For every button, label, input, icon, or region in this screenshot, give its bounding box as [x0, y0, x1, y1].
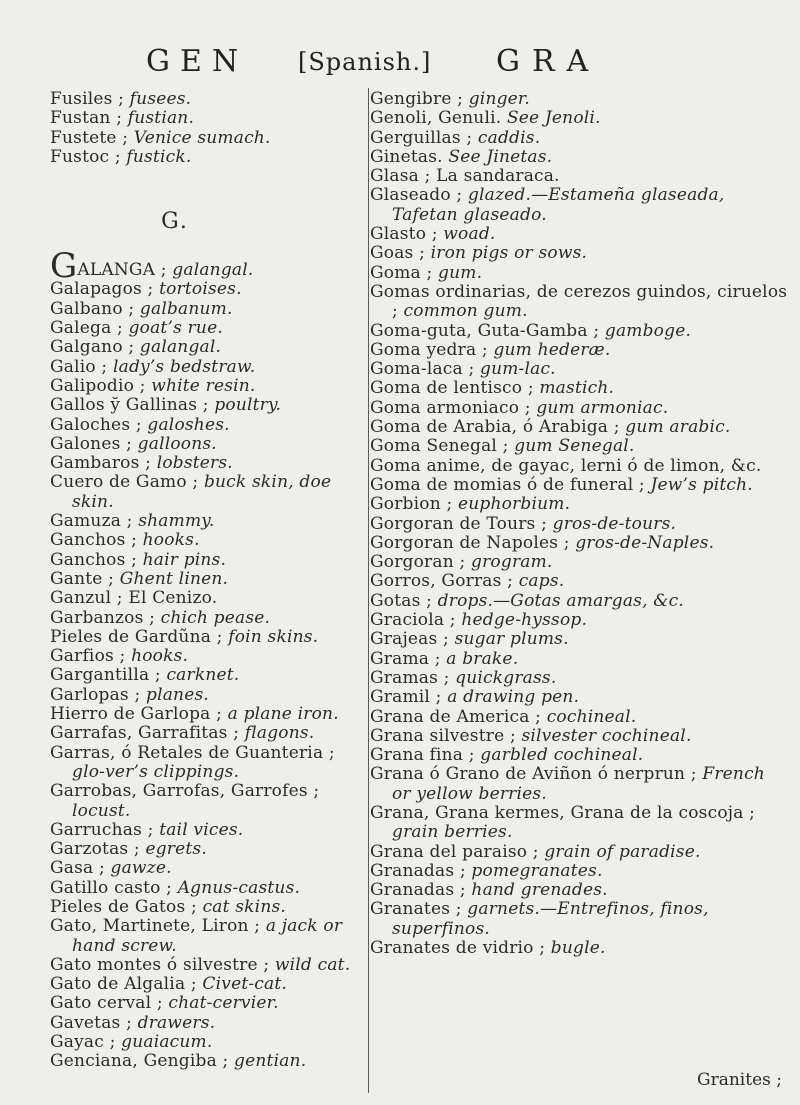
right-column [370, 90, 788, 958]
entry-translation: bugle. [550, 938, 606, 959]
entry-translation: Civet-cat. [202, 974, 287, 995]
dictionary-entry [370, 515, 788, 534]
entry-translation: white resin. [151, 375, 256, 396]
entry-translation: gros-de-tours. [552, 513, 677, 534]
entry-headword: Galgano ; [50, 337, 135, 358]
dictionary-entry [50, 705, 368, 724]
entry-translation: guaiacum. [121, 1032, 213, 1053]
entry-translation: gawze. [110, 858, 172, 879]
entry-translation: Jew’s pitch. [650, 474, 753, 495]
entry-headword: Galoches ; [50, 414, 142, 435]
entry-headword: Gramas ; [370, 667, 450, 688]
entry-headword: Gayac ; [50, 1032, 116, 1053]
entry-translation: galoshes. [147, 414, 230, 435]
entry-translation: common gum. [403, 301, 528, 322]
dictionary-entry [50, 628, 368, 647]
entry-headword: Genciana, Gengiba ; [50, 1051, 229, 1072]
dictionary-entry [370, 322, 788, 341]
entry-headword: Granates de vidrio ; [370, 938, 546, 959]
entry-headword: Gato montes ó silvestre ; [50, 954, 270, 975]
dictionary-entry [370, 765, 788, 804]
entry-translation: caps. [518, 571, 565, 592]
entry-headword: Gomas ordinarias, de cerezos guindos, ciruelos ; [370, 281, 788, 322]
running-header [0, 44, 800, 84]
entry-translation: cochineal. [546, 706, 637, 727]
entry-translation: gum arabic. [625, 417, 731, 438]
entry-headword: Grajeas ; [370, 629, 449, 650]
entry-headword: Garruchas ; [50, 819, 154, 840]
entry-translation: galangal. [139, 337, 222, 358]
entry-translation: goat’s rue. [128, 318, 223, 339]
dictionary-entry [50, 1052, 368, 1071]
entry-translation: pomegranates. [471, 860, 603, 881]
dictionary-entry [50, 396, 368, 415]
entry-translation: gentian. [234, 1051, 307, 1072]
entry-headword: Grana ó Grano de Aviñon ó nerprun ; [370, 764, 697, 785]
dictionary-entry [370, 669, 788, 688]
entry-translation: a brake. [446, 648, 519, 669]
dictionary-entry [50, 589, 368, 608]
dictionary-entry [370, 457, 788, 476]
entry-headword: Goma de momias ó de funeral ; [370, 474, 645, 495]
dictionary-entry [50, 338, 368, 357]
entry-headword: Goma anime, de gayac, lerni ó de limon, &c. [370, 455, 762, 476]
entry-headword: Gato de Algalia ; [50, 974, 197, 995]
entry-headword: Cuero de Gamo ; [50, 472, 199, 493]
entry-translation: drawers. [137, 1012, 216, 1033]
dictionary-entry [370, 900, 788, 939]
entry-translation: hooks. [142, 530, 200, 551]
dictionary-entry [50, 531, 368, 550]
dictionary-entry [50, 956, 368, 975]
dictionary-entry [50, 551, 368, 570]
dictionary-entry [370, 341, 788, 360]
entry-translation: hand grenades. [471, 880, 608, 901]
entry-headword: Gato cerval ; [50, 993, 163, 1014]
entry-translation: See Jenoli. [506, 108, 601, 129]
entry-headword: Grana, Grana kermes, Grana de la coscoja ; [370, 802, 756, 823]
entry-headword: Ginetas. [370, 146, 443, 167]
entry-translation: tail vices. [159, 819, 244, 840]
dictionary-entry [50, 859, 368, 878]
left-main-entries [50, 280, 368, 1071]
entry-headword: Goma armoniaco ; [370, 397, 531, 418]
entry-translation: gum armoniac. [536, 397, 669, 418]
entry-headword: Gengibre ; [370, 89, 464, 109]
dictionary-entry [50, 90, 368, 109]
entry-translation: chat-cervier. [168, 993, 279, 1014]
dictionary-entry [370, 708, 788, 727]
entry-translation: gum-lac. [479, 359, 556, 380]
dictionary-entry [50, 994, 368, 1013]
dictionary-entry [50, 280, 368, 299]
dictionary-entry [370, 727, 788, 746]
entry-headword: Goma de lentisco ; [370, 378, 534, 399]
entry-headword: Goma yedra ; [370, 339, 488, 360]
entry-headword: Granates ; [370, 899, 462, 920]
dictionary-entry [370, 379, 788, 398]
entry-headword: Galio ; [50, 356, 108, 377]
entry-headword: Ganchos ; [50, 530, 138, 551]
dictionary-entry [370, 495, 788, 514]
entry-headword: Gamuza ; [50, 511, 133, 532]
dictionary-entry [50, 300, 368, 319]
entry-headword: Galipodio ; [50, 375, 146, 396]
dictionary-entry [370, 186, 788, 225]
entry-headword: Gato, Martinete, Liron ; [50, 916, 261, 937]
entry-headword: Graciola ; [370, 610, 456, 631]
entry-headword: Gavetas ; [50, 1012, 133, 1033]
dictionary-entry [50, 454, 368, 473]
entry-translation: planes. [146, 684, 209, 705]
entry-headword: Gorgoran de Tours ; [370, 513, 548, 534]
entry-headword: Garras, ó Retales de Guanteria ; [50, 742, 335, 763]
dictionary-entry [370, 167, 788, 186]
dictionary-entry [50, 416, 368, 435]
dictionary-entry [370, 553, 788, 572]
header-right-guide-word: GRA [496, 44, 601, 79]
dictionary-entry [50, 129, 368, 148]
entry-translation: See Jinetas. [448, 146, 553, 167]
header-left-guide-word: GEN [146, 44, 249, 79]
dictionary-entry [370, 437, 788, 456]
entry-translation: iron pigs or sows. [430, 243, 588, 264]
entry-headword: Ganzul ; El Cenizo. [50, 588, 218, 609]
entry-headword: Goma-guta, Guta-Gamba ; [370, 320, 600, 341]
dictionary-entry [50, 686, 368, 705]
entry-translation: a plane iron. [227, 704, 339, 725]
entry-translation: hair pins. [142, 549, 227, 570]
entry-headword: Gramil ; [370, 687, 442, 708]
entry-headword: Garrobas, Garrofas, Garrofes ; [50, 781, 320, 802]
dictionary-entry [50, 473, 368, 512]
dropcap-entry [50, 246, 368, 287]
entry-headword: Glasto ; [370, 224, 438, 245]
entry-translation: flagons. [244, 723, 315, 744]
entry-translation: hooks. [131, 646, 189, 667]
entry-translation: shammy. [138, 511, 215, 532]
entry-headword: Garfios ; [50, 646, 126, 667]
entry-headword: Genoli, Genuli. [370, 108, 502, 129]
entry-headword: Goma de Arabia, ó Arabiga ; [370, 417, 620, 438]
header-language-label: [Spanish.] [298, 48, 432, 76]
entry-translation: euphorbium. [458, 494, 571, 515]
entry-translation: garnets.—Entrefinos, finos, superfinos. [392, 899, 709, 939]
entry-headword: Pieles de Gatos ; [50, 896, 197, 917]
entry-headword: Gorgoran de Napoles ; [370, 532, 570, 553]
dropcap-headword: ALANGA ; [77, 260, 167, 281]
entry-headword: Garrafas, Garrafitas ; [50, 723, 240, 744]
entry-headword: Grama ; [370, 648, 441, 669]
dictionary-entry [370, 650, 788, 669]
dictionary-entry [370, 862, 788, 881]
dictionary-entry [370, 129, 788, 148]
entry-translation: glo-ver’s clippings. [72, 761, 240, 782]
dictionary-entry [50, 647, 368, 666]
entry-translation: fustick. [126, 146, 192, 167]
entry-translation: woad. [443, 224, 496, 245]
section-letter-heading: G. [161, 209, 189, 235]
entry-translation: wild cat. [274, 954, 351, 975]
entry-translation: grain berries. [392, 822, 513, 843]
dictionary-entry [50, 435, 368, 454]
entry-translation: grogram. [471, 552, 553, 573]
entry-headword: Goma ; [370, 262, 433, 283]
entry-headword: Gallos y̆ Gallinas ; [50, 395, 209, 416]
dictionary-entry [50, 744, 368, 783]
entry-headword: Goas ; [370, 243, 426, 264]
dictionary-entry [50, 782, 368, 821]
dictionary-entry [370, 688, 788, 707]
entry-translation: French or yellow berries. [392, 764, 765, 804]
drop-cap-letter: G [50, 246, 78, 287]
entry-headword: Galones ; [50, 433, 133, 454]
entry-headword: Gorgoran ; [370, 552, 466, 573]
entry-translation: a drawing pen. [447, 687, 580, 708]
dictionary-entry [50, 666, 368, 685]
entry-translation: a jack or hand screw. [72, 916, 343, 956]
dictionary-entry [370, 264, 788, 283]
entry-translation: egrets. [145, 839, 207, 860]
left-top-entries [50, 90, 368, 167]
entry-translation: fustian. [127, 108, 195, 129]
entry-translation: ginger. [468, 89, 530, 109]
dropcap-translation: galangal. [172, 260, 254, 281]
entry-headword: Gorros, Gorras ; [370, 571, 514, 592]
dictionary-entry [50, 879, 368, 898]
entry-headword: Grana fina ; [370, 745, 475, 766]
dictionary-entry [370, 939, 788, 958]
entry-translation: gum hederæ. [493, 339, 611, 360]
dictionary-entry [50, 821, 368, 840]
entry-headword: Fustoc ; [50, 146, 121, 167]
dictionary-entry [370, 109, 788, 128]
entry-translation: sugar plums. [454, 629, 569, 650]
entry-headword: Galbano ; [50, 298, 135, 319]
entry-headword: Gotas ; [370, 590, 433, 611]
entry-translation: lady’s bedstraw. [112, 356, 256, 377]
dictionary-entry [50, 319, 368, 338]
right-main-entries [370, 90, 788, 958]
dictionary-entry [370, 148, 788, 167]
entry-headword: Fustete ; [50, 127, 129, 148]
entry-translation: Ghent linen. [119, 568, 229, 589]
entry-translation: gros-de-Naples. [575, 532, 715, 553]
dictionary-entry [370, 630, 788, 649]
entry-headword: Goma Senegal ; [370, 436, 509, 457]
entry-headword: Grana del paraiso ; [370, 841, 539, 862]
entry-translation: galbanum. [139, 298, 233, 319]
entry-translation: carknet. [166, 665, 240, 686]
entry-headword: Pieles de Gardũna ; [50, 626, 223, 647]
entry-headword: Gerguillas ; [370, 127, 473, 148]
entry-translation: silvester cochineal. [521, 725, 692, 746]
entry-translation: gamboge. [604, 320, 692, 341]
entry-headword: Garzotas ; [50, 839, 140, 860]
dictionary-entry [370, 418, 788, 437]
column-divider [368, 88, 369, 1093]
entry-headword: Garlopas ; [50, 684, 141, 705]
entry-translation: drops.—Gotas amargas, &c. [437, 590, 684, 611]
entry-headword: Granadas ; [370, 880, 466, 901]
dictionary-entry [50, 512, 368, 531]
entry-headword: Gambaros ; [50, 453, 152, 474]
dictionary-entry [370, 611, 788, 630]
dictionary-entry [370, 225, 788, 244]
dictionary-entry [50, 975, 368, 994]
entry-headword: Goma-laca ; [370, 359, 475, 380]
entry-headword: Gasa ; [50, 858, 105, 879]
dictionary-entry [50, 148, 368, 167]
entry-headword: Garbanzos ; [50, 607, 156, 628]
entry-translation: tortoises. [159, 279, 242, 300]
dictionary-entry [50, 1014, 368, 1033]
entry-headword: Ganchos ; [50, 549, 138, 570]
entry-headword: Gatillo casto ; [50, 877, 173, 898]
dictionary-entry [50, 570, 368, 589]
entry-headword: Gorbion ; [370, 494, 453, 515]
entry-translation: caddis. [477, 127, 541, 148]
entry-translation: garbled cochineal. [480, 745, 644, 766]
entry-translation: galloons. [137, 433, 217, 454]
entry-headword: Glasa ; La sandaraca. [370, 166, 560, 187]
entry-headword: Fustan ; [50, 108, 123, 129]
dictionary-entry [370, 283, 788, 322]
dictionary-entry [370, 90, 788, 109]
entry-translation: gum Senegal. [514, 436, 635, 457]
catchword: Granites ; [697, 1070, 782, 1090]
dictionary-entry [50, 1033, 368, 1052]
entry-translation: lobsters. [156, 453, 233, 474]
dictionary-entry [370, 881, 788, 900]
entry-translation: chich pease. [160, 607, 271, 628]
dictionary-entry [370, 399, 788, 418]
dictionary-entry [50, 109, 368, 128]
dictionary-entry [370, 572, 788, 591]
entry-translation: cat skins. [202, 896, 286, 917]
entry-translation: quickgrass. [455, 667, 557, 688]
entry-headword: Glaseado ; [370, 185, 463, 206]
entry-translation: poultry. [214, 395, 282, 416]
dictionary-entry [370, 843, 788, 862]
entry-headword: Gargantilla ; [50, 665, 161, 686]
entry-translation: Venice sumach. [133, 127, 271, 148]
entry-translation: locust. [72, 800, 131, 821]
entry-headword: Gante ; [50, 568, 115, 589]
entry-translation: mastich. [539, 378, 615, 399]
dictionary-entry [370, 804, 788, 843]
dictionary-entry [370, 592, 788, 611]
entry-translation: glazed.—Estameña glaseada, Tafetan glaseado. [392, 185, 725, 225]
entry-translation: buck skin, doe skin. [72, 472, 332, 512]
dictionary-entry [370, 746, 788, 765]
dictionary-entry [370, 244, 788, 263]
entry-headword: Galega ; [50, 318, 123, 339]
entry-translation: gum. [438, 262, 483, 283]
entry-headword: Fusiles ; [50, 89, 125, 109]
dictionary-entry [50, 898, 368, 917]
dictionary-entry [50, 840, 368, 859]
entry-translation: fusees. [129, 89, 192, 109]
entry-translation: hedge-hyssop. [461, 610, 588, 631]
entry-headword: Hierro de Garlopa ; [50, 704, 223, 725]
dictionary-entry [370, 360, 788, 379]
left-column [50, 90, 368, 1072]
entry-headword: Grana silvestre ; [370, 725, 516, 746]
dictionary-entry [50, 917, 368, 956]
dictionary-entry [50, 358, 368, 377]
entry-headword: Galapagos ; [50, 279, 154, 300]
entry-translation: foin skins. [228, 626, 319, 647]
entry-headword: Granadas ; [370, 860, 466, 881]
dictionary-entry [50, 377, 368, 396]
dictionary-entry [50, 724, 368, 743]
dictionary-entry [50, 609, 368, 628]
entry-translation: Agnus-castus. [177, 877, 301, 898]
dictionary-entry [370, 534, 788, 553]
entry-translation: grain of paradise. [544, 841, 701, 862]
dictionary-entry [370, 476, 788, 495]
entry-headword: Grana de America ; [370, 706, 542, 727]
